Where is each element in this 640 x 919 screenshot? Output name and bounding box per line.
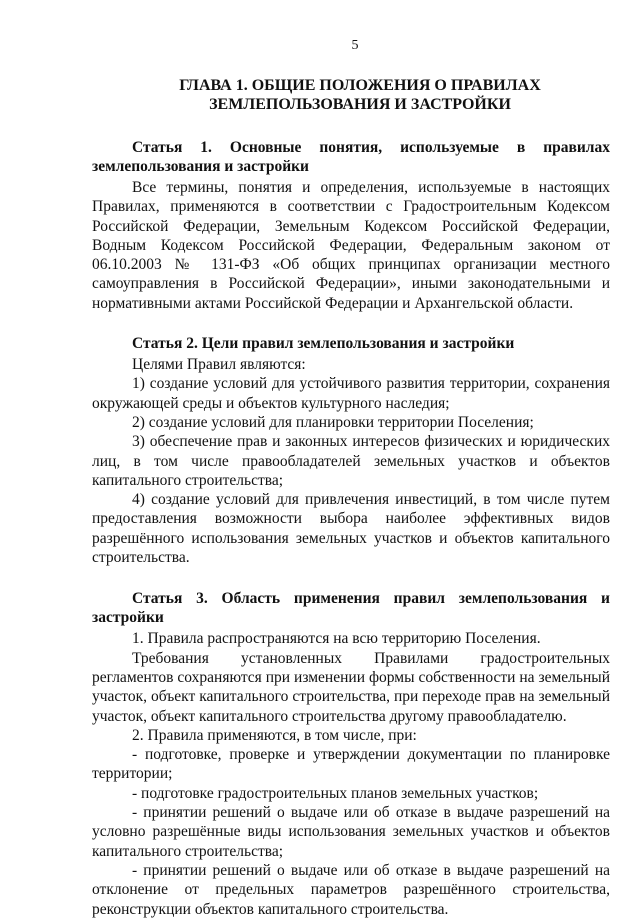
article-3-paragraph: - принятии решений о выдаче или об отказе в выдаче разрешений на условно разрешённые виды использования земельных участков и объектов капитального строительства; [92, 804, 610, 860]
article-3-paragraph: - подготовке градостроительных планов земельных участков; [132, 784, 539, 802]
article-2-paragraph: 2) создание условий для планировки территории Поселения; [132, 413, 534, 431]
article-2-paragraph: 4) создание условий для привлечения инвестиций, в том числе путем предоставления возможности выбора наиболее эффективных видов разрешённого использования земельных участков и объектов капитального строительства. [92, 491, 610, 567]
article-1-paragraph: Все термины, понятия и определения, используемые в настоящих Правилах, применяются в соответствии с Градостроительным Кодексом Российской Федерации, Земельным Кодексом Российской Федерации, Водным Кодексом Российской Федерации, Федеральным законом от 06.10.2003 № 131-ФЗ «Об общих принципах организации местного самоуправления в Российской Федерации», иными законодательными и нормативными актами Российской Федерации и Архангельской области. [92, 179, 610, 312]
article-2-paragraph: 1) создание условий для устойчивого развития территории, сохранения окружающей среды и объектов культурного наследия; [92, 375, 610, 412]
article-3-paragraph: - принятии решений о выдаче или об отказе в выдаче разрешений на отклонение от предельных параметров разрешённого строительства, реконструкции объектов капитального строительства. [92, 861, 610, 918]
article-3-title: Статья 3. Область применения правил землепользования и застройки [92, 590, 610, 627]
article-3 [92, 589, 610, 918]
page-number: 5 [351, 38, 359, 53]
article-2-paragraph: 3) обеспечение прав и законных интересов физических и юридических лиц, в том числе правообладателей земельных участков и объектов капитального строительства; [92, 433, 610, 489]
article-3-paragraph: 1. Правила распространяются на всю территорию Поселения. [132, 630, 541, 648]
article-2-paragraph: Целями Правил являются: [132, 356, 306, 374]
article-2-title: Статья 2. Цели правил землепользования и застройки [132, 335, 515, 353]
chapter-heading-line-2: ЗЕМЛЕПОЛЬЗОВАНИЯ И ЗАСТРОЙКИ [209, 96, 511, 113]
article-2 [92, 334, 610, 567]
chapter-heading [92, 76, 610, 114]
article-1 [92, 138, 610, 313]
article-3-paragraph: - подготовке, проверке и утверждении документации по планировке территории; [92, 746, 610, 783]
article-3-paragraph: 2. Правила применяются, в том числе, при: [132, 726, 417, 744]
chapter-heading-line-1: ГЛАВА 1. ОБЩИЕ ПОЛОЖЕНИЯ О ПРАВИЛАХ [179, 77, 541, 94]
article-1-title: Статья 1. Основные понятия, используемые в правилах землепользования и застройки [92, 139, 610, 175]
article-3-paragraph: Требования установленных Правилами градостроительных регламентов сохраняются при изменении формы собственности на земельный участок, объект капитального строительства, при переходе прав на земельный участок, объект капитального строительства другому правообладателю. [92, 649, 610, 725]
